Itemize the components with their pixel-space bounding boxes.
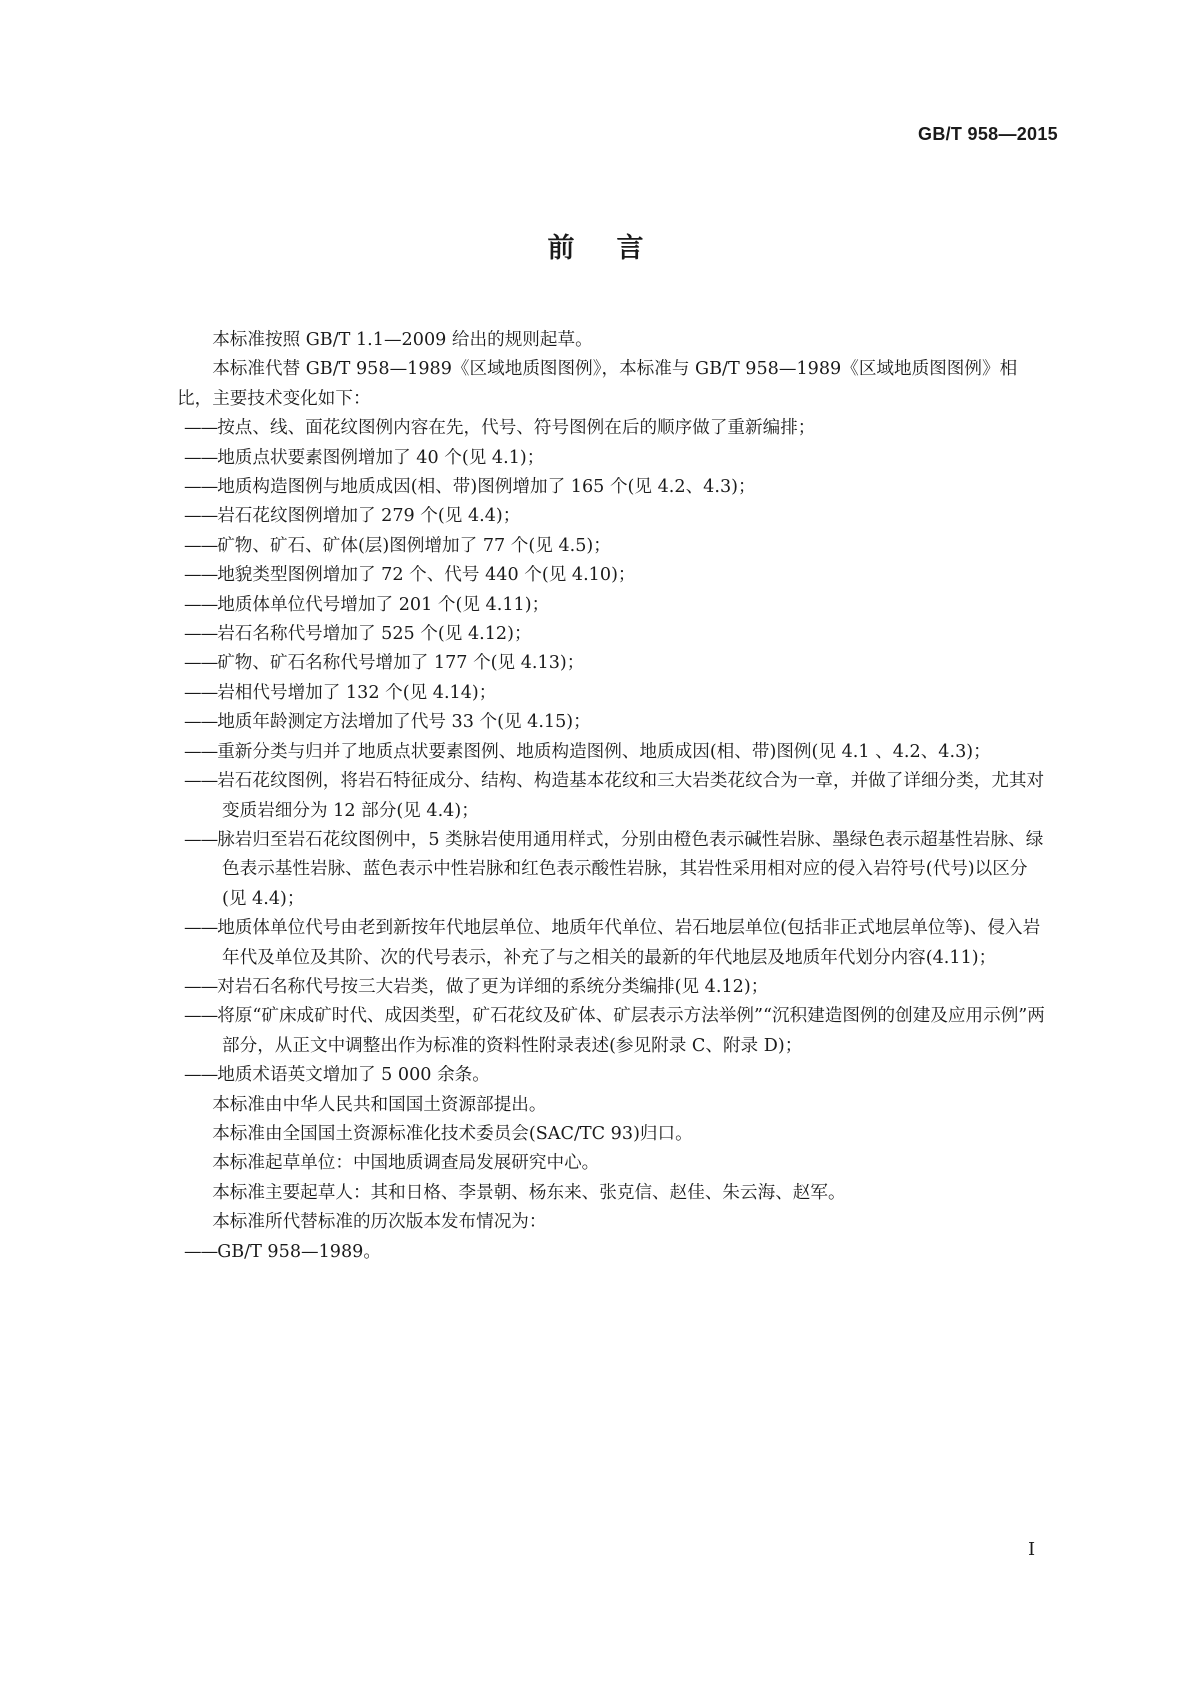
info-paragraph: 本标准所代替标准的历次版本发布情况为：: [212, 1212, 547, 1233]
dash-marker: ——: [184, 712, 218, 733]
dash-marker: ——: [184, 741, 218, 762]
change-text: 岩相代号增加了 132 个(见 4.14)；: [217, 682, 497, 703]
page-number: I: [1028, 1539, 1036, 1560]
foreword-body: [177, 326, 1051, 1267]
change-list-item: [177, 708, 1051, 737]
change-text: 矿物、矿石、矿体(层)图例增加了 77 个(见 4.5)；: [217, 535, 611, 556]
change-list-item: [177, 591, 1051, 620]
change-list-item: [177, 738, 1051, 767]
change-text: 地质点状要素图例增加了 40 个(见 4.1)；: [217, 447, 545, 468]
info-paragraph: 本标准由全国国土资源标准化技术委员会(SAC/TC 93)归口。: [212, 1123, 693, 1144]
info-paragraph: 本标准起草单位：中国地质调查局发展研究中心。: [212, 1153, 600, 1174]
change-list: [177, 414, 1051, 1090]
change-list-item: [177, 1061, 1051, 1090]
change-list-item: [177, 1002, 1051, 1061]
dash-marker: ——: [184, 653, 218, 674]
change-text: 地质术语英文增加了 5 000 余条。: [217, 1065, 490, 1086]
change-list-item: [177, 620, 1051, 649]
change-text: 地质体单位代号由老到新按年代地层单位、地质年代单位、岩石地层单位(包括非正式地层单位等)、侵入岩年代及单位及其阶、次的代号表示，补充了与之相关的最新的年代地层及地质年代划分内容(4.11)；: [217, 918, 1041, 968]
change-list-item: [177, 679, 1051, 708]
change-text: 对岩石名称代号按三大岩类，做了更为详细的系统分类编排(见 4.12)；: [217, 976, 769, 997]
dash-marker: ——: [184, 535, 218, 556]
dash-marker: ——: [184, 506, 218, 527]
change-text: 岩石名称代号增加了 525 个(见 4.12)；: [217, 624, 532, 645]
dash-marker: ——: [184, 477, 218, 498]
change-list-item: [177, 826, 1051, 914]
change-list-item: [177, 561, 1051, 590]
change-text: 将原“矿床成矿时代、成因类型，矿石花纹及矿体、矿层表示方法举例”“沉积建造图例的创建及应用示例”两部分，从正文中调整出作为标准的资料性附录表述(参见附录 C、附录 D)；: [217, 1006, 1045, 1056]
dash-marker: ——: [184, 918, 218, 939]
dash-marker: ——: [184, 624, 218, 645]
dash-marker: ——: [184, 594, 218, 615]
change-list-item: [177, 532, 1051, 561]
change-text: 地貌类型图例增加了 72 个、代号 440 个(见 4.10)；: [217, 565, 636, 586]
change-text: 脉岩归至岩石花纹图例中，5 类脉岩使用通用样式，分别由橙色表示碱性岩脉、墨绿色表示超基性岩脉、绿色表示基性岩脉、蓝色表示中性岩脉和红色表示酸性岩脉，其岩性采用相对应的侵入岩符号(代号)以区分(见 4.4)；: [217, 829, 1044, 909]
dash-marker: ——: [184, 829, 218, 850]
change-text: 按点、线、面花纹图例内容在先，代号、符号图例在后的顺序做了重新编排；: [217, 418, 816, 439]
change-text: 重新分类与归并了地质点状要素图例、地质构造图例、地质成因(相、带)图例(见 4.1 、4.2、4.3)；: [217, 741, 991, 762]
change-list-item: [177, 649, 1051, 678]
change-list-item: [177, 502, 1051, 531]
dash-marker: ——: [184, 771, 218, 792]
change-text: 地质构造图例与地质成因(相、带)图例增加了 165 个(见 4.2、4.3)；: [217, 477, 756, 498]
dash-marker: ——: [184, 682, 218, 703]
intro-paragraph: 本标准代替 GB/T 958—1989《区域地质图图例》，本标准与 GB/T 958—1989《区域地质图图例》相比，主要技术变化如下：: [177, 359, 1018, 409]
info-paragraph: 本标准由中华人民共和国国土资源部提出。: [212, 1094, 547, 1115]
dash-marker: ——: [184, 447, 218, 468]
change-list-item: [177, 473, 1051, 502]
dash-marker: ——: [184, 418, 218, 439]
change-text: 岩石花纹图例，将岩石特征成分、结构、构造基本花纹和三大岩类花纹合为一章，并做了详细分类，尤其对变质岩细分为 12 部分(见 4.4)；: [217, 771, 1045, 821]
dash-marker: ——: [184, 1241, 218, 1262]
change-text: 地质体单位代号增加了 201 个(见 4.11)；: [217, 594, 550, 615]
change-list-item: [177, 914, 1051, 973]
intro-paragraph: 本标准按照 GB/T 1.1—2009 给出的规则起草。: [212, 330, 593, 350]
dash-marker: ——: [184, 1065, 218, 1086]
previous-version-item: [177, 1238, 1051, 1267]
standard-code: GB/T 958—2015: [918, 124, 1058, 144]
page-title: 前言: [547, 233, 686, 264]
change-list-item: [177, 767, 1051, 826]
change-text: 岩石花纹图例增加了 279 个(见 4.4)；: [217, 506, 521, 527]
dash-marker: ——: [184, 1006, 218, 1027]
change-list-item: [177, 444, 1051, 473]
previous-version-text: GB/T 958—1989。: [217, 1241, 381, 1262]
info-paragraph: 本标准主要起草人：其和日格、李景朝、杨东来、张克信、赵佳、朱云海、赵军。: [212, 1182, 846, 1203]
change-text: 矿物、矿石名称代号增加了 177 个(见 4.13)；: [217, 653, 585, 674]
change-list-item: [177, 414, 1051, 443]
dash-marker: ——: [184, 565, 218, 586]
change-list-item: [177, 973, 1051, 1002]
change-text: 地质年龄测定方法增加了代号 33 个(见 4.15)；: [217, 712, 591, 733]
dash-marker: ——: [184, 976, 218, 997]
